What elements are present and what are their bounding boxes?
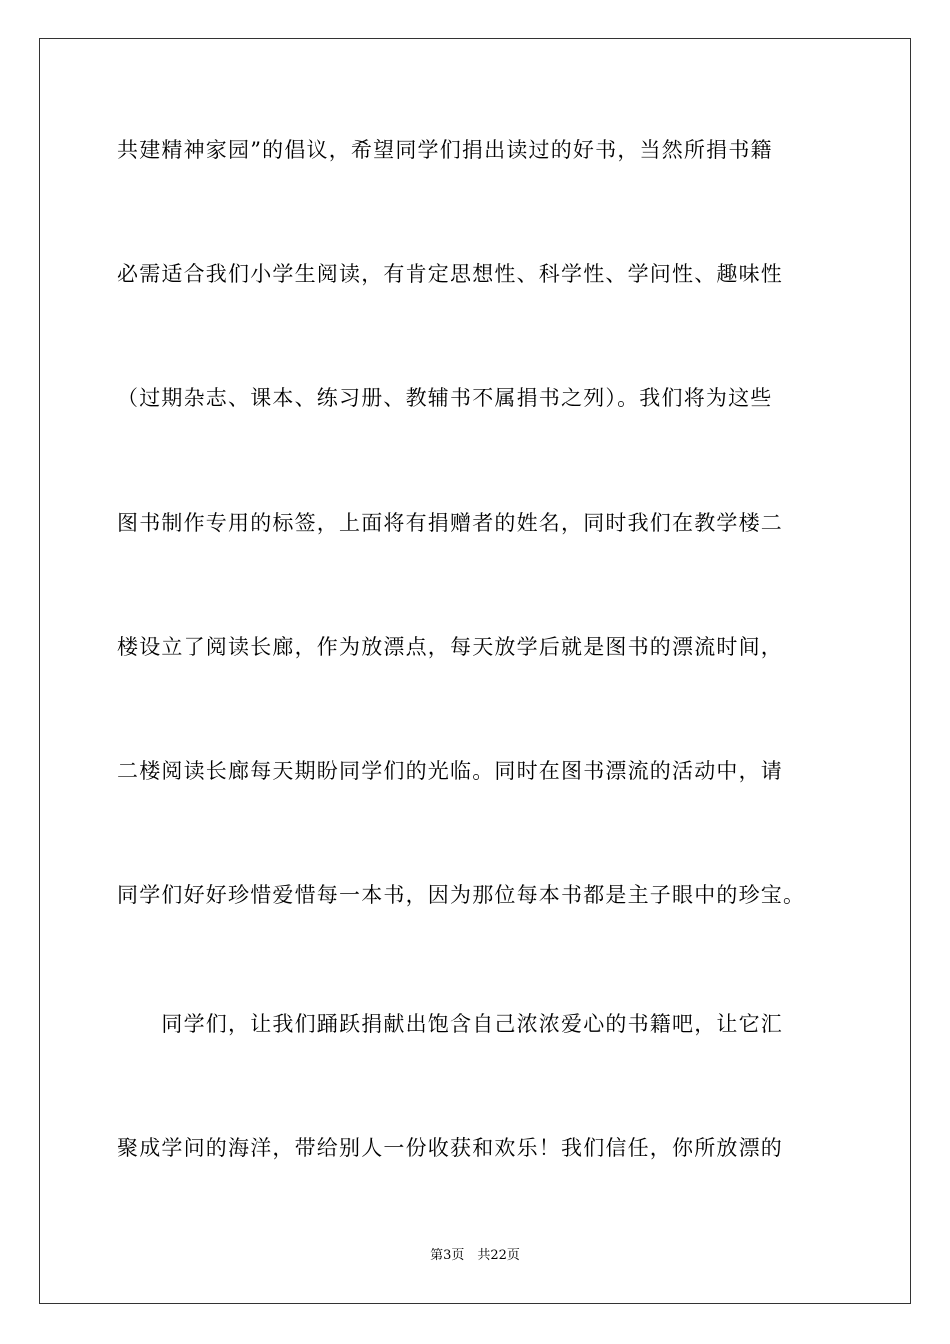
body-text-line-6: 二楼阅读长廊每天期盼同学们的光临。同时在图书漂流的活动中，请 — [117, 759, 783, 783]
body-text-line-5: 楼设立了阅读长廊，作为放漂点，每天放学后就是图书的漂流时间， — [117, 635, 783, 659]
body-text-line-3: （过期杂志、课本、练习册、教辅书不属捐书之列）。我们将为这些 — [117, 386, 773, 410]
page-border — [39, 38, 911, 1304]
body-text-line-7: 同学们好好珍惜爱惜每一本书，因为那位每本书都是主子眼中的珍宝。 — [117, 883, 806, 907]
body-text-line-9: 聚成学问的海洋，带给别人一份收获和欢乐！我们信任，你所放漂的 — [117, 1136, 783, 1160]
body-text-line-2: 必需适合我们小学生阅读，有肯定思想性、科学性、学问性、趣味性 — [117, 262, 783, 286]
body-text-line-8: 同学们，让我们踊跃捐献出饱含自己浓浓爱心的书籍吧，让它汇 — [117, 1012, 783, 1036]
page-number-footer: 第3页 共22页 — [430, 1248, 520, 1263]
body-text-line-4: 图书制作专用的标签，上面将有捐赠者的姓名，同时我们在教学楼二 — [117, 511, 783, 535]
body-text-line-1: 共建精神家园”的倡议，希望同学们捐出读过的好书，当然所捐书籍 — [117, 138, 773, 162]
